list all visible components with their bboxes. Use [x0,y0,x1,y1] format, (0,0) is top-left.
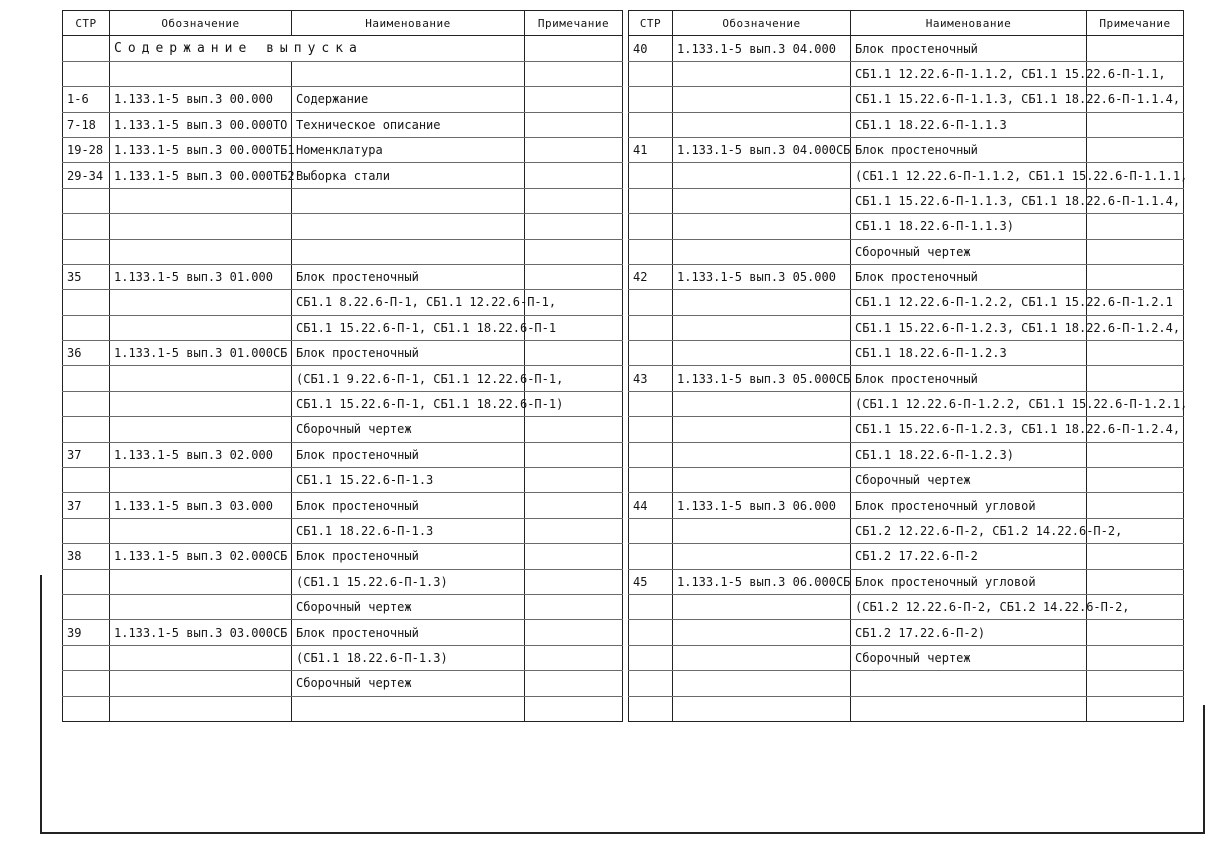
designation-cell [110,696,292,721]
name-cell: Блок простеночный [292,544,525,569]
page-cell [629,341,673,366]
designation-cell [673,163,851,188]
frame-line-bottom [40,832,1205,834]
designation-cell [110,391,292,416]
page-cell: 35 [63,264,110,289]
table-row [629,671,1184,696]
name-cell: СБ1.2 12.22.6-П-2, СБ1.2 14.22.6-П-2, [851,518,1087,543]
designation-cell [110,569,292,594]
designation-cell [110,214,292,239]
designation-cell [673,87,851,112]
name-cell: СБ1.1 15.22.6-П-1.1.3, СБ1.1 18.22.6-П-1.1.4, [851,87,1087,112]
note-cell [525,87,623,112]
name-cell [292,696,525,721]
designation-cell: 1.133.1-5 вып.3 00.000ТБ2 [110,163,292,188]
name-cell: СБ1.1 15.22.6-П-1.2.3, СБ1.1 18.22.6-П-1.2.4, [851,315,1087,340]
page-cell [63,645,110,670]
page-cell [63,366,110,391]
note-cell [1087,620,1184,645]
designation-cell: 1.133.1-5 вып.3 03.000 [110,493,292,518]
page-cell: 37 [63,493,110,518]
name-cell: Блок простеночный [292,264,525,289]
page-cell: 41 [629,137,673,162]
designation-cell [110,645,292,670]
table-row [63,163,623,188]
designation-cell: 1.133.1-5 вып.3 05.000 [673,264,851,289]
name-cell: СБ1.2 17.22.6-П-2) [851,620,1087,645]
name-cell: СБ1.1 8.22.6-П-1, СБ1.1 12.22.6-П-1, [292,290,525,315]
page-cell [629,417,673,442]
name-cell: СБ1.1 18.22.6-П-1.2.3 [851,341,1087,366]
name-cell [292,188,525,213]
name-cell: (СБ1.1 18.22.6-П-1.3) [292,645,525,670]
designation-cell [673,112,851,137]
page-cell [63,214,110,239]
table-row [63,290,623,315]
table-row [63,493,623,518]
name-cell: (СБ1.1 15.22.6-П-1.3) [292,569,525,594]
name-cell: Сборочный чертеж [292,594,525,619]
designation-cell: 1.133.1-5 вып.3 04.000СБ [673,137,851,162]
table-row [63,696,623,721]
designation-cell [110,61,292,86]
page-cell [629,544,673,569]
page-cell [629,87,673,112]
name-cell: Блок простеночный [292,493,525,518]
toc-table-right [628,10,1188,722]
page-cell [629,594,673,619]
table-row [629,518,1184,543]
designation-cell [673,442,851,467]
header-designation: Обозначение [673,11,851,36]
designation-cell [673,417,851,442]
designation-cell [673,671,851,696]
page-cell [629,645,673,670]
name-cell: СБ1.1 15.22.6-П-1.3 [292,468,525,493]
table-row [63,671,623,696]
note-cell [1087,493,1184,518]
note-cell [1087,696,1184,721]
name-cell: СБ1.1 12.22.6-П-1.1.2, СБ1.1 15.22.6-П-1.1, [851,61,1087,86]
table-row [629,391,1184,416]
table-row [629,290,1184,315]
table-row [629,137,1184,162]
name-cell: Блок простеночный [292,442,525,467]
table-row [629,493,1184,518]
name-cell: Техническое описание [292,112,525,137]
toc-table [628,10,1188,722]
page-cell [629,696,673,721]
name-cell: Сборочный чертеж [851,645,1087,670]
note-cell [525,137,623,162]
name-cell [292,214,525,239]
designation-cell [110,671,292,696]
designation-cell: 1.133.1-5 вып.3 00.000 [110,87,292,112]
page-cell: 29-34 [63,163,110,188]
note-cell [1087,341,1184,366]
note-cell [525,671,623,696]
page-cell: 40 [629,36,673,61]
table-row [629,569,1184,594]
name-cell [851,696,1087,721]
frame-line-right [1203,705,1205,833]
note-cell [1087,137,1184,162]
header-page: СТР [629,11,673,36]
header-name: Наименование [851,11,1087,36]
designation-cell [673,594,851,619]
name-cell: Блок простеночный [851,137,1087,162]
table-row [63,137,623,162]
table-row [63,544,623,569]
table-row [629,264,1184,289]
note-cell [1087,468,1184,493]
note-cell [525,417,623,442]
name-cell: Номенклатура [292,137,525,162]
note-cell [1087,544,1184,569]
table-row [629,214,1184,239]
designation-cell: 1.133.1-5 вып.3 04.000 [673,36,851,61]
name-cell: Блок простеночный [292,341,525,366]
table-row [629,594,1184,619]
page-cell: 37 [63,442,110,467]
page-cell [629,315,673,340]
table-row [629,620,1184,645]
page-cell [63,188,110,213]
name-cell: (СБ1.1 9.22.6-П-1, СБ1.1 12.22.6-П-1, [292,366,525,391]
designation-cell [110,366,292,391]
page-cell [629,671,673,696]
designation-cell [673,315,851,340]
note-cell [1087,264,1184,289]
table-row [63,468,623,493]
page-cell: 43 [629,366,673,391]
name-cell: Блок простеночный угловой [851,493,1087,518]
page-cell: 38 [63,544,110,569]
designation-cell [673,645,851,670]
name-cell: СБ1.1 15.22.6-П-1, СБ1.1 18.22.6-П-1 [292,315,525,340]
name-cell: СБ1.1 18.22.6-П-1.3 [292,518,525,543]
note-cell [525,544,623,569]
table-row [63,112,623,137]
table-row [63,87,623,112]
page-cell [63,468,110,493]
page-cell [629,188,673,213]
name-cell: Блок простеночный [851,36,1087,61]
name-cell: СБ1.1 15.22.6-П-1.2.3, СБ1.1 18.22.6-П-1.2.4, [851,417,1087,442]
note-cell [1087,671,1184,696]
name-cell: Сборочный чертеж [851,239,1087,264]
page-cell [629,61,673,86]
page-cell [629,620,673,645]
table-row [629,366,1184,391]
page-cell: 39 [63,620,110,645]
name-cell [292,239,525,264]
table-row [63,315,623,340]
table-row [629,341,1184,366]
designation-cell: 1.133.1-5 вып.3 06.000СБ [673,569,851,594]
header-row [63,11,623,36]
page-cell [63,239,110,264]
page-cell [63,391,110,416]
note-cell [1087,214,1184,239]
designation-cell [110,594,292,619]
name-cell: Блок простеночный [851,264,1087,289]
note-cell [1087,442,1184,467]
page-cell [629,391,673,416]
table-row [63,518,623,543]
name-cell: Блок простеночный угловой [851,569,1087,594]
name-cell: СБ1.1 12.22.6-П-1.2.2, СБ1.1 15.22.6-П-1.2.1 [851,290,1087,315]
table-row [629,163,1184,188]
designation-cell: 1.133.1-5 вып.3 00.000ТБ1 [110,137,292,162]
page-cell [629,518,673,543]
header-designation: Обозначение [110,11,292,36]
table-row [63,417,623,442]
table-row [629,112,1184,137]
name-cell: Сборочный чертеж [292,671,525,696]
page-cell: 36 [63,341,110,366]
designation-cell: 1.133.1-5 вып.3 02.000 [110,442,292,467]
page-cell [63,315,110,340]
note-cell [525,264,623,289]
header-page: СТР [63,11,110,36]
table-row [63,214,623,239]
name-cell: (СБ1.1 12.22.6-П-1.1.2, СБ1.1 15.22.6-П-1.1.1, [851,163,1087,188]
designation-cell [673,239,851,264]
table-row [63,594,623,619]
designation-cell [673,696,851,721]
designation-cell [110,315,292,340]
name-cell: СБ1.1 15.22.6-П-1.1.3, СБ1.1 18.22.6-П-1.1.4, [851,188,1087,213]
designation-cell [673,391,851,416]
note-cell [525,214,623,239]
note-cell [525,188,623,213]
page-cell [629,290,673,315]
designation-cell [673,468,851,493]
table-row [63,264,623,289]
table-row [63,391,623,416]
header-note: Примечание [1087,11,1184,36]
table-row [63,366,623,391]
name-cell: (СБ1.1 12.22.6-П-1.2.2, СБ1.1 15.22.6-П-1.2.1, [851,391,1087,416]
note-cell [1087,569,1184,594]
page-cell: 44 [629,493,673,518]
note-cell [525,61,623,86]
note-cell [525,442,623,467]
designation-cell [673,290,851,315]
table-row [63,239,623,264]
page-cell: 45 [629,569,673,594]
designation-cell [673,341,851,366]
note-cell [525,518,623,543]
note-cell [525,645,623,670]
note-cell [1087,112,1184,137]
header-row [629,11,1184,36]
designation-cell [673,518,851,543]
header-note: Примечание [525,11,623,36]
name-cell: Сборочный чертеж [851,468,1087,493]
designation-cell [110,290,292,315]
table-row [629,468,1184,493]
table-row [629,61,1184,86]
table-row [63,620,623,645]
designation-cell [673,214,851,239]
designation-cell [673,61,851,86]
page-cell [629,442,673,467]
page-cell: 42 [629,264,673,289]
page-cell [629,163,673,188]
toc-table [62,10,623,722]
page-cell [63,417,110,442]
note-cell [525,341,623,366]
designation-cell: 1.133.1-5 вып.3 02.000СБ [110,544,292,569]
designation-cell: 1.133.1-5 вып.3 05.000СБ [673,366,851,391]
designation-cell: 1.133.1-5 вып.3 03.000СБ [110,620,292,645]
note-cell [525,569,623,594]
name-cell: СБ1.1 18.22.6-П-1.2.3) [851,442,1087,467]
page-cell [629,112,673,137]
designation-cell: 1.133.1-5 вып.3 01.000 [110,264,292,289]
name-cell: СБ1.1 18.22.6-П-1.1.3 [851,112,1087,137]
frame-line-left [40,575,42,833]
table-row [629,36,1184,61]
page-cell [63,61,110,86]
designation-cell [110,417,292,442]
note-cell [1087,645,1184,670]
designation-cell [110,239,292,264]
note-cell [525,696,623,721]
table-row [63,61,623,86]
note-cell [1087,239,1184,264]
toc-table-left [62,10,622,722]
page-cell [63,594,110,619]
designation-cell: 1.133.1-5 вып.3 00.000ТО [110,112,292,137]
page-cell [63,671,110,696]
table-row [63,645,623,670]
table-row [629,239,1184,264]
name-cell: Выборка стали [292,163,525,188]
designation-cell [110,468,292,493]
table-row [629,87,1184,112]
table-row [63,341,623,366]
name-cell [292,61,525,86]
note-cell [525,112,623,137]
note-cell [525,594,623,619]
table-row [63,36,623,61]
name-cell: СБ1.1 15.22.6-П-1, СБ1.1 18.22.6-П-1) [292,391,525,416]
table-row [629,188,1184,213]
page-cell [63,518,110,543]
table-row [629,417,1184,442]
designation-cell [673,620,851,645]
table-row [63,188,623,213]
page-cell: 1-6 [63,87,110,112]
page-cell [629,468,673,493]
page-cell [63,36,110,61]
name-cell: СБ1.1 18.22.6-П-1.1.3) [851,214,1087,239]
page-cell: 19-28 [63,137,110,162]
designation-cell [110,518,292,543]
name-cell [851,671,1087,696]
note-cell [525,493,623,518]
table-row [63,442,623,467]
page-cell [63,290,110,315]
designation-cell [110,188,292,213]
note-cell [525,620,623,645]
page-cell: 7-18 [63,112,110,137]
table-row [629,544,1184,569]
designation-cell: 1.133.1-5 вып.3 06.000 [673,493,851,518]
note-cell [525,36,623,61]
name-cell: Сборочный чертеж [292,417,525,442]
page-cell [63,696,110,721]
table-row [629,645,1184,670]
page-cell [63,569,110,594]
note-cell [1087,366,1184,391]
name-cell: СБ1.2 17.22.6-П-2 [851,544,1087,569]
page-cell [629,214,673,239]
header-name: Наименование [292,11,525,36]
name-cell: Содержание [292,87,525,112]
page-cell [629,239,673,264]
note-cell [1087,36,1184,61]
designation-cell [673,544,851,569]
note-cell [525,163,623,188]
note-cell [525,239,623,264]
note-cell [525,468,623,493]
section-title: Содержание выпуска [110,36,525,61]
table-row [629,442,1184,467]
table-row [629,696,1184,721]
table-row [629,315,1184,340]
table-row [63,569,623,594]
name-cell: (СБ1.2 12.22.6-П-2, СБ1.2 14.22.6-П-2, [851,594,1087,619]
designation-cell [673,188,851,213]
name-cell: Блок простеночный [851,366,1087,391]
name-cell: Блок простеночный [292,620,525,645]
designation-cell: 1.133.1-5 вып.3 01.000СБ [110,341,292,366]
